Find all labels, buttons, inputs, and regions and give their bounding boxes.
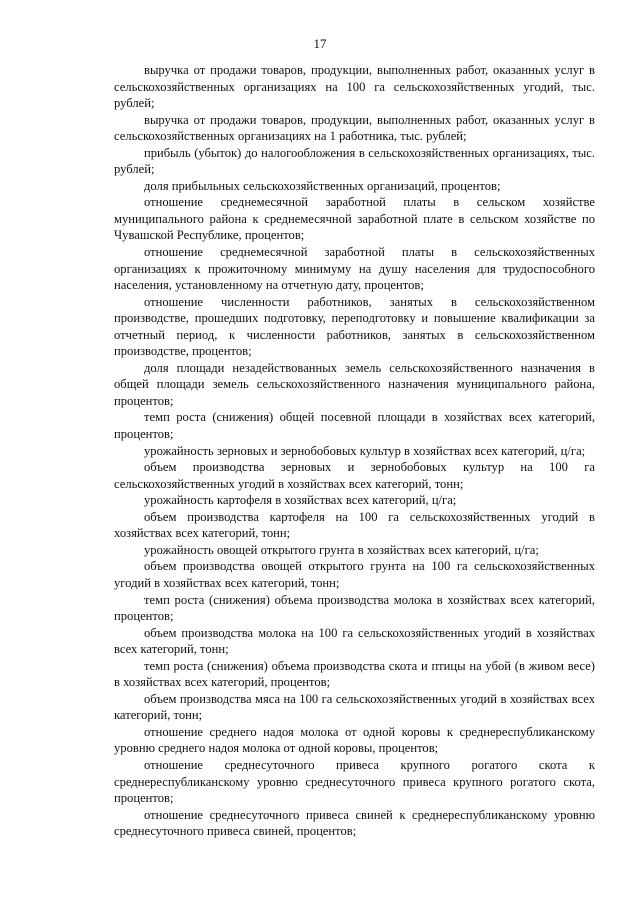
paragraph-sown-area-growth: темп роста (снижения) общей посевной площади в хозяйствах всех категорий, процентов; [114,410,595,442]
paragraph-potato-production: объем производства картофеля на 100 га сельскохозяйственных угодий в хозяйствах всех категорий, тонн; [114,509,595,541]
paragraph-wage-to-subsistence: отношение среднемесячной заработной платы в сельскохозяйственных организациях к прожиточному минимуму на душу населения для трудоспособного населения, установленному на отчетную дату, процентов; [114,245,595,293]
paragraph-milk-yield-ratio: отношение среднего надоя молока от одной коровы к среднереспубликанскому уровню среднего надоя молока от одной коровы, процентов; [114,724,595,756]
paragraph-vegetable-yield: урожайность овощей открытого грунта в хозяйствах всех категорий, ц/га; [144,542,539,557]
paragraph-cattle-weight-gain-ratio: отношение среднесуточного привеса крупного рогатого скота к среднереспубликанскому уровню среднесуточного привеса крупного рогатого скота, процентов; [114,757,595,806]
paragraph-vegetable-production: объем производства овощей открытого грунта на 100 га сельскохозяйственных угодий в хозяйствах всех категорий, тонн; [114,559,595,590]
document-body [114,62,595,840]
paragraph-revenue-per-100ha: выручка от продажи товаров, продукции, выполненных работ, оказанных услуг в сельскохозяйственных организациях на 100 га сельскохозяйственных угодий, тыс. рублей; [114,63,595,111]
paragraph-worker-training-ratio: отношение численности работников, занятых в сельскохозяйственном производстве, прошедших подготовку, переподготовку и повышение квалификации за отчетный период, к численности работников, занятых в сельскохозяйственном производстве, процентов; [114,294,595,359]
paragraph-livestock-growth: темп роста (снижения) объема производства скота и птицы на убой (в живом весе) в хозяйствах всех категорий, процентов; [114,658,595,690]
paragraph-revenue-per-worker: выручка от продажи товаров, продукции, выполненных работ, оказанных услуг в сельскохозяйственных организациях на 1 работника, тыс. рублей; [114,112,595,144]
paragraph-profit-before-tax: прибыль (убыток) до налогообложения в сельскохозяйственных организациях, тыс. рублей; [114,145,595,177]
paragraph-pig-weight-gain-ratio: отношение среднесуточного привеса свиней к среднереспубликанскому уровню среднесуточного привеса свиней, процентов; [114,807,595,839]
paragraph-share-profitable-orgs: доля прибыльных сельскохозяйственных организаций, процентов; [144,178,501,193]
paragraph-unused-land-share: доля площади незадействованных земель сельскохозяйственного назначения в общей площади земель сельскохозяйственного назначения муниципального района, процентов; [114,360,595,408]
page-number: 17 [313,36,327,51]
paragraph-milk-production: объем производства молока на 100 га сельскохозяйственных угодий в хозяйствах всех категорий, тонн; [114,625,595,657]
paragraph-grain-yield: урожайность зерновых и зернобобовых культур в хозяйствах всех категорий, ц/га; [144,443,586,458]
paragraph-wage-ratio-district: отношение среднемесячной заработной платы в сельском хозяйстве муниципального района к среднемесячной заработной плате в сельском хозяйстве по Чувашской Республике, процентов; [114,195,595,243]
paragraph-milk-growth: темп роста (снижения) объема производства молока в хозяйствах всех категорий, процентов; [114,592,595,624]
paragraph-grain-production: объем производства зерновых и зернобобовых культур на 100 га сельскохозяйственных угодий в хозяйствах всех категорий, тонн; [114,460,595,491]
paragraph-meat-production: объем производства мяса на 100 га сельскохозяйственных угодий в хозяйствах всех категорий, тонн; [114,691,595,723]
paragraph-potato-yield: урожайность картофеля в хозяйствах всех категорий, ц/га; [144,493,457,508]
